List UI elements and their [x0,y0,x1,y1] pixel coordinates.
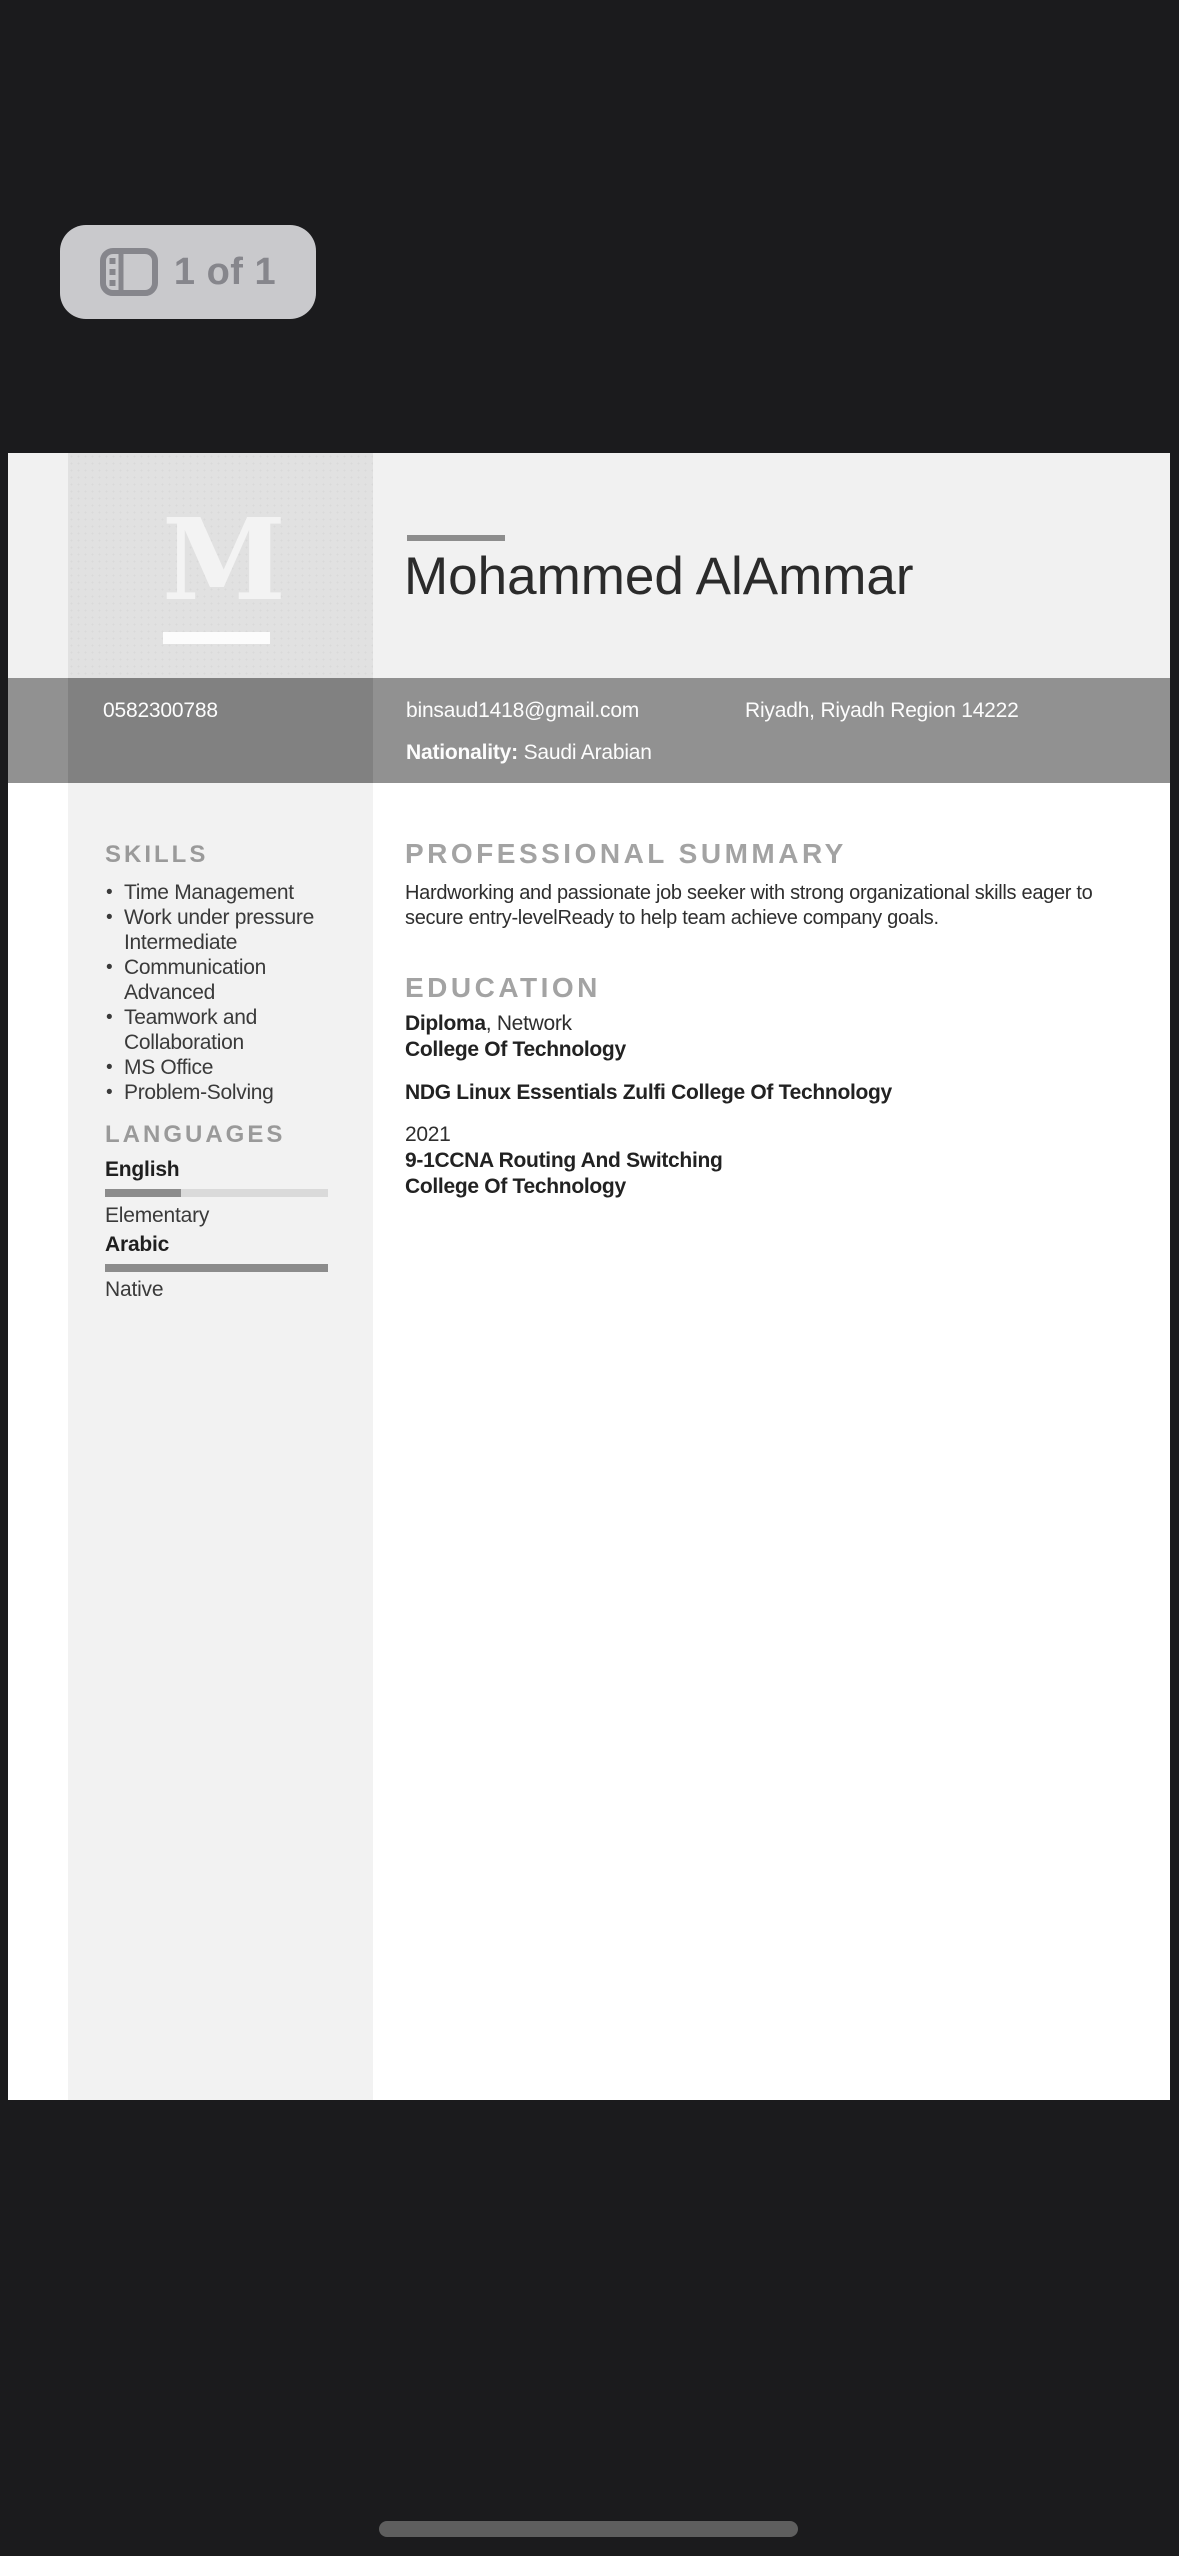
document-page[interactable] [8,453,1170,2100]
skill-item: • Time Management [105,880,340,905]
language-name: English [105,1158,180,1181]
contact-bar-right-segment [373,678,1170,783]
education-year: 2021 [405,1123,451,1146]
language-progress-bar [105,1264,328,1272]
language-name: Arabic [105,1233,170,1256]
school: College Of Technology [405,1175,626,1198]
nationality-value: Saudi Arabian [523,741,652,764]
languages-heading: LANGUAGES [105,1121,286,1148]
skill-item: • Work under pressure Intermediate [105,905,340,955]
skill-item: • Problem-Solving [105,1080,340,1105]
language-progress-bar [105,1189,328,1197]
resume-header [8,453,1170,678]
contact-bar-sidebar-segment [68,678,373,783]
skill-item: • Communication Advanced [105,955,340,1005]
name-accent-dash [407,535,505,541]
skills-heading: SKILLS [105,841,209,868]
summary-text: Hardworking and passionate job seeker with strong organizational skills eager to secure entry-levelReady to help team achieve company goals. [405,882,1093,929]
education-entry [405,1080,892,1106]
education-heading: EDUCATION [405,972,601,1003]
email-address: binsaud1418@gmail.com [406,699,640,722]
school: College Of Technology [405,1038,626,1061]
certificate-title: 9-1CCNA Routing And Switching [405,1149,723,1172]
certificate-title: NDG Linux Essentials Zulfi College Of Technology [405,1081,892,1104]
pages-button[interactable] [60,225,316,319]
language-progress-fill [105,1264,328,1272]
resume-main-column [405,783,1170,2100]
contact-bar-left-segment [8,678,68,783]
education-entry [405,1011,626,1063]
skill-item: • MS Office [105,1055,340,1080]
logo-block [68,453,373,678]
location-text: Riyadh, Riyadh Region 14222 [745,699,1019,722]
summary-heading: PROFESSIONAL SUMMARY [405,838,847,869]
language-level: Elementary [105,1204,210,1227]
contact-bar [8,678,1170,783]
skills-list [105,880,340,1105]
degree: Diploma [405,1012,486,1035]
degree-field: , Network [485,1012,572,1035]
skill-item: • Teamwork and Collaboration [105,1005,340,1055]
language-progress-fill [105,1189,181,1197]
monogram-logo: M [162,495,286,626]
education-entry [405,1122,723,1200]
logo-underline [163,632,270,644]
page-indicator-label: 1 of 1 [173,250,277,293]
nationality-line [406,740,652,766]
candidate-name: Mohammed AlAmmar [404,547,914,606]
resume-sidebar [68,783,373,2100]
nationality-label: Nationality: [406,741,518,764]
home-indicator[interactable] [379,2521,798,2537]
language-level: Native [105,1278,164,1301]
sidebar-panel-icon [100,248,158,296]
phone-number: 0582300788 [103,699,218,722]
